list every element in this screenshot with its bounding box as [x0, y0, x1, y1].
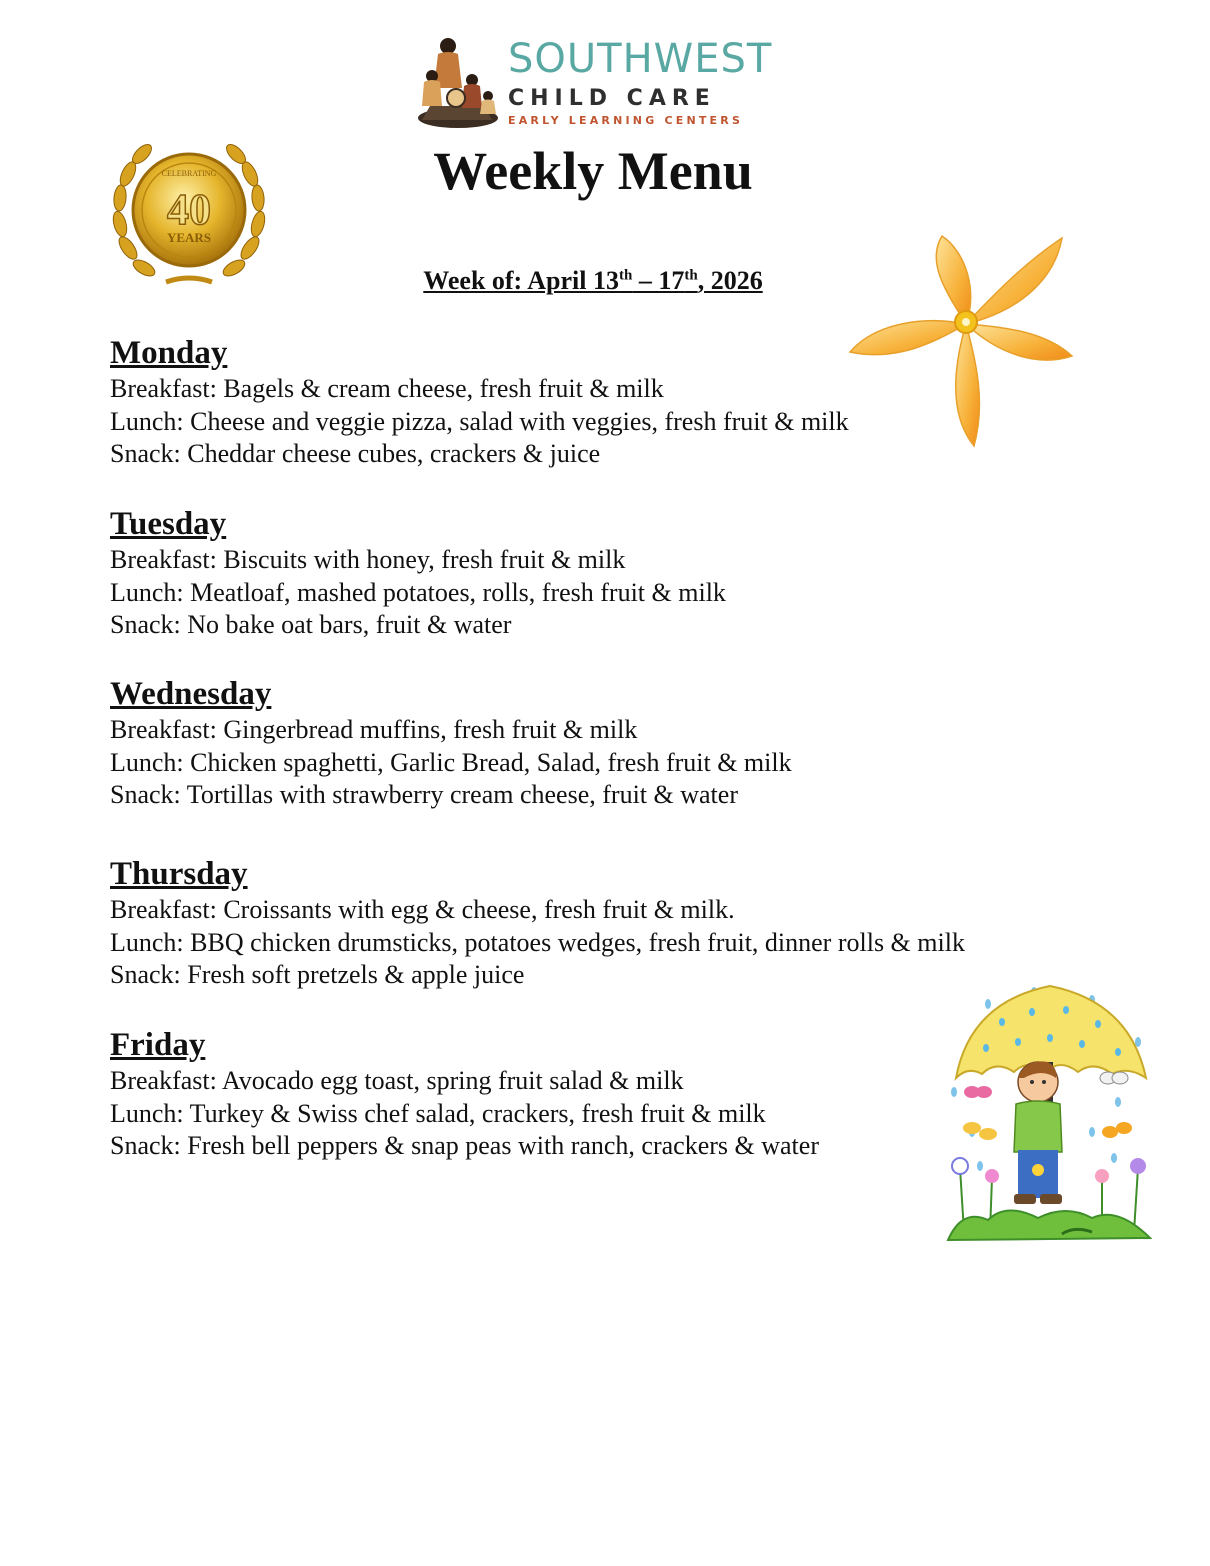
day-section-friday — [110, 1026, 819, 1163]
lunch-line: Lunch: Meatloaf, mashed potatoes, rolls, fresh fruit & milk — [110, 577, 726, 607]
logo-line-southwest: SOUTHWEST — [508, 36, 773, 82]
week-suffix: , 2026 — [697, 266, 763, 295]
lunch-line: Lunch: Chicken spaghetti, Garlic Bread, Salad, fresh fruit & milk — [110, 747, 792, 777]
day-section-monday — [110, 334, 849, 471]
breakfast-line: Breakfast: Gingerbread muffins, fresh fruit & milk — [110, 715, 638, 744]
week-prefix: Week of: April 13 — [423, 266, 620, 295]
organization-logo — [412, 36, 784, 132]
page-title: Weekly Menu — [433, 141, 753, 201]
lunch-line: Lunch: BBQ chicken drumsticks, potatoes wedges, fresh fruit, dinner rolls & milk — [110, 927, 965, 957]
week-middle: – 17 — [632, 266, 685, 295]
badge-bottom-text: YEARS — [166, 230, 212, 245]
snack-line: Snack: Tortillas with strawberry cream cheese, fruit & water — [110, 780, 738, 809]
day-heading: Thursday — [110, 856, 248, 892]
snack-line: Snack: Fresh soft pretzels & apple juice — [110, 960, 525, 989]
snack-line: Snack: Fresh bell peppers & snap peas with ranch, crackers & water — [110, 1131, 819, 1160]
lunch-line: Lunch: Turkey & Swiss chef salad, crackers, fresh fruit & milk — [110, 1098, 766, 1128]
badge-number: 40 — [167, 185, 211, 234]
day-section-thursday — [110, 855, 965, 992]
snack-line: Snack: Cheddar cheese cubes, crackers & juice — [110, 439, 601, 468]
day-section-tuesday — [110, 505, 726, 642]
snack-line: Snack: No bake oat bars, fruit & water — [110, 610, 512, 639]
breakfast-line: Breakfast: Avocado egg toast, spring fruit salad & milk — [110, 1066, 684, 1095]
day-heading: Friday — [110, 1027, 206, 1063]
logo-line-child-care: CHILD CARE — [508, 86, 716, 111]
week-sup-2: th — [684, 267, 698, 284]
breakfast-line: Breakfast: Biscuits with honey, fresh fruit & milk — [110, 545, 626, 574]
logo-line-early-learning: EARLY LEARNING CENTERS — [508, 114, 744, 127]
week-of-line — [0, 266, 1186, 296]
lunch-line: Lunch: Cheese and veggie pizza, salad with veggies, fresh fruit & milk — [110, 406, 849, 436]
day-heading: Wednesday — [110, 676, 272, 712]
day-heading: Monday — [110, 335, 228, 371]
day-heading: Tuesday — [110, 506, 227, 542]
day-section-wednesday — [110, 675, 792, 812]
breakfast-line: Breakfast: Croissants with egg & cheese, fresh fruit & milk. — [110, 895, 735, 924]
flower-icon — [846, 232, 1076, 450]
child-umbrella-icon — [942, 982, 1156, 1244]
family-figure-icon — [412, 36, 500, 130]
badge-top-text: CELEBRATING — [161, 169, 217, 178]
breakfast-line: Breakfast: Bagels & cream cheese, fresh fruit & milk — [110, 374, 664, 403]
week-sup-1: th — [619, 267, 633, 284]
